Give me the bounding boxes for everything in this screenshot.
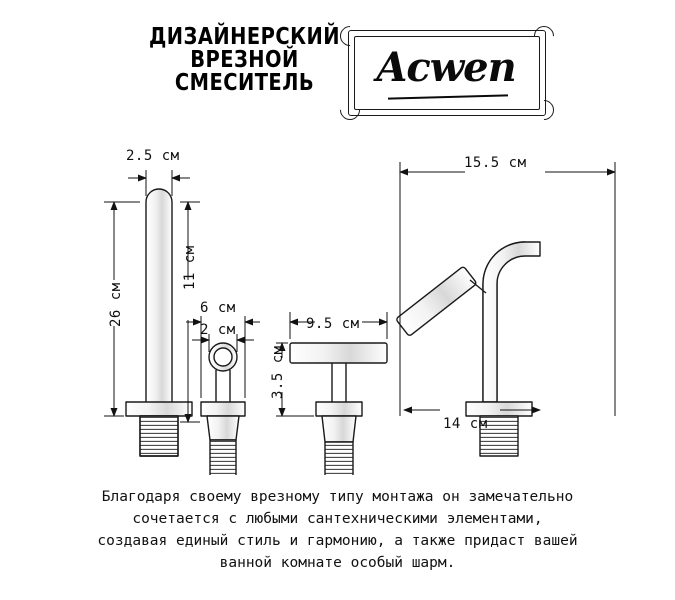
dimension-label-spout-height: 14 см xyxy=(443,416,488,432)
title-line-3: СМЕСИТЕЛЬ xyxy=(174,70,315,96)
dimension-label-handle-height: 11 см xyxy=(182,245,198,290)
dimension-label-diverter-width: 9.5 см xyxy=(306,316,360,332)
title-line-1: ДИЗАЙНЕРСКИЙ xyxy=(149,24,340,50)
product-description: Благодаря своему врезному типу монтажа он замечательно сочетается с любыми сантехническими элементами, создавая единый стиль и гармонию, а также придаст вашей ванной комнате особый шарм. xyxy=(97,489,578,571)
dimension-label-diverter-height: 3.5 см xyxy=(270,345,286,399)
dimension-label-spout-width: 2.5 см xyxy=(126,148,180,164)
logo-wordmark: Acwen xyxy=(376,44,516,91)
dimension-label-valve-stem-width: 2 см xyxy=(200,322,236,338)
technical-drawing xyxy=(0,130,675,475)
dimension-label-shower-total-height: 26 см xyxy=(108,282,124,327)
brand-logo xyxy=(340,26,552,118)
dimension-label-valve-base-width: 6 см xyxy=(200,300,236,316)
page-title xyxy=(132,26,357,95)
dimension-label-spout-reach: 15.5 см xyxy=(464,155,527,171)
title-line-2: ВРЕЗНОЙ xyxy=(190,47,299,73)
